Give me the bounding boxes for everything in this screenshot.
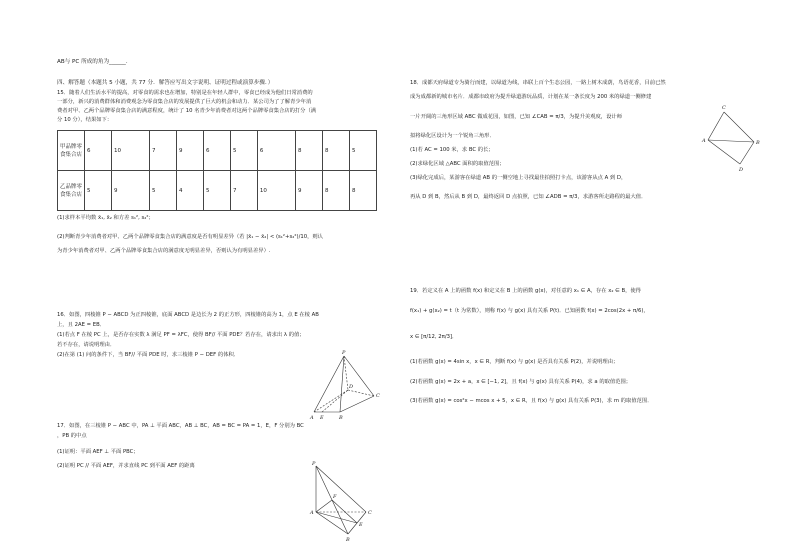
q17-line-3: (1)证明：平面 AEF ⊥ 平面 PBC； (57, 449, 139, 455)
table-cell: 5 (349, 131, 376, 171)
q15-part-1: (1)求样本平均数 x̄₁, x̄₂ 和方差 s₁², s₂²； (57, 215, 154, 221)
q18-line-3: 一片开阔的三角形区域 ABC 做成花园，如图，已知 ∠CAB = π/3，为提升美观度，设计师 (410, 114, 622, 120)
q15-part-2-line-1: (2)判断青少年消费者对甲、乙两个品牌零食集合店的满意度是否有明显差异（若 |x̄₁ − x̄₂| < (s₁²+s₂²)/10，则认 (57, 234, 323, 240)
q17-line-1: 17．如图，在三棱锥 P − ABC 中，PA ⊥ 平面 ABC，AB ⊥ BC，AB = BC = PA = 1，E，F 分别为 BC (57, 423, 304, 429)
q18-line-1: 18．成都天府绿道专为骑行而建，以绿道为线，串联上百个生态公园，一路上树木成荫，鸟语花香，目前已然 (410, 80, 666, 86)
label-b: B (339, 415, 343, 421)
label-c: C (376, 393, 380, 399)
table-cell: 10 (111, 131, 149, 171)
q19-line-3: x ∈ [π/12, 2π/3]． (410, 334, 458, 340)
table-cell: 8 (349, 171, 376, 211)
q19-line-1: 19．若定义在 A 上的函数 f(x) 和定义在 B 上的函数 g(x)，对任意的 x₁ ∈ A，存在 x₂ ∈ B，使得 (410, 288, 641, 294)
table-cell: 5 (85, 171, 112, 211)
table-cell: 7 (230, 171, 257, 211)
q18-line-7: (3)绿化完成后，某游客在绿道 AB 的一侧空地上寻找最佳拍照打卡点，该游客从点 A 到 D， (410, 175, 627, 181)
q15-line-2: 一部分，新兴的消费群体和消费观念为零食集合店的发展提供了巨大的机会和动力．某公司为了了解青少年消 (57, 99, 312, 105)
q17-line-4: (2)证明 PC // 平面 AEF，并求直线 PC 到平面 AEF 的距离 (57, 463, 195, 469)
tetrahedron-figure (312, 462, 372, 542)
q19-line-6: (3)若函数 g(x) = cos²x − mcos x + 5，x ∈ R，且 f(x) 与 g(x) 具有关系 P(3)，求 m 的取值范围． (410, 398, 653, 404)
q16-line-3: (1)若点 F 在棱 PC 上，是否存在实数 λ 满足 PF = λFC，使得 BF// 平面 PDE？若存在，请求出 λ 的值； (57, 332, 305, 338)
score-table (57, 130, 377, 211)
table-cell: 9 (111, 171, 149, 211)
q19-line-4: (1)若函数 g(x) = 4sin x，x ∈ R，判断 f(x) 与 g(x) 是否具有关系 P(2)，并说明理由； (410, 359, 619, 365)
table-cell: 9 (177, 131, 204, 171)
table-cell: 8 (322, 131, 349, 171)
table-cell: 8 (322, 171, 349, 211)
q18-line-8: 再从 D 到 B，然后从 B 到 D，最终返回 D 点拍照，已知 ∠ADB = π/3，求游客所走路程的最大值． (410, 194, 647, 200)
label-p: P (312, 461, 316, 467)
q18-line-5: (1)若 AC = 100 米，求 BC 的长； (410, 147, 494, 153)
table-cell: 9 (296, 171, 323, 211)
label-d: D (739, 167, 744, 173)
q18-line-6: (2)求绿化区域 △ABC 面积的取值范围； (410, 161, 505, 167)
table-row (58, 171, 377, 211)
table-cell: 5 (230, 131, 257, 171)
label-c: C (368, 510, 372, 516)
table-cell: 5 (150, 171, 177, 211)
row-header-brand-b: 乙品牌零食集合店 (58, 171, 85, 211)
table-row (58, 131, 377, 171)
q15-line-3: 费者对甲、乙两个品牌零食集合店的满意程度，统计了 10 名青少年消费者对这两个品牌零食集合店的打分（满 (57, 108, 317, 114)
table-cell: 4 (177, 171, 204, 211)
q19-line-5: (2)若函数 g(x) = 2x + a，x ∈ [−1, 2]，且 f(x) 与 g(x) 具有关系 P(4)，求 a 的取值范围； (410, 379, 632, 385)
table-cell: 5 (203, 171, 230, 211)
q15-line-4: 分 10 分），结果如下： (57, 117, 113, 123)
label-e: E (359, 522, 363, 528)
q17-line-2: ，PB 的中点 (57, 433, 87, 439)
q16-line-5: (2)在第 (1) 问的条件下，当 BF// 平面 PDE 时，求三棱锥 P − DEF 的体积． (57, 352, 240, 358)
label-b: B (756, 140, 760, 146)
label-a: A (310, 415, 314, 421)
q18-line-2: 成为成都新的城市名片．成都市政府为提升绿道游玩品质，计划在某一条长度为 200 米的绿道一侧修建 (410, 94, 652, 100)
q16-line-2: 上，且 2AE = EB． (57, 322, 105, 328)
table-cell: 6 (85, 131, 112, 171)
table-cell: 6 (257, 131, 295, 171)
q16-line-1: 16．如图，四棱锥 P − ABCD 为正四棱锥，底面 ABCD 是边长为 2 的正方形，四棱锥的高为 1，点 E 在棱 AB (57, 312, 319, 318)
table-cell: 7 (150, 131, 177, 171)
pyramid-figure (310, 350, 390, 422)
previous-question-tail: AB与 PC 所成的角为______. (57, 59, 128, 65)
q15-line-1: 15．随着人们生活水平的提高，对零食的需求也在增加，特别是在年轻人群中，零食已经成为他们日常消费的 (57, 90, 313, 96)
label-b: B (346, 537, 350, 543)
q15-part-2-line-2: 为青少年消费者对甲、乙两个品牌零食集合店的满意度无明显差异，否则认为有明显差异）. (57, 248, 271, 254)
table-cell: 10 (257, 171, 295, 211)
q19-line-2: f(x₁) + g(x₂) = t（t 为常数），则称 f(x) 与 g(x) 具有关系 P(t)．已知函数 f(x) = 2cos(2x + π/6)， (410, 308, 649, 314)
label-a: A (702, 138, 706, 144)
label-c: C (722, 105, 726, 111)
label-p: P (342, 350, 346, 356)
table-cell: 8 (296, 131, 323, 171)
label-f: F (333, 494, 337, 500)
row-header-brand-a: 甲品牌零食集合店 (58, 131, 85, 171)
label-e: E (320, 415, 324, 421)
section-header: 四、解答题（本题共 5 小题，共 77 分．解答应写出文字说明、证明过程或演算步骤．） (57, 80, 274, 86)
table-cell: 6 (203, 131, 230, 171)
q16-line-4: 若不存在，请说明理由． (57, 342, 116, 348)
q18-line-4: 拟将绿化区设计为一个锐角三角形． (410, 133, 495, 139)
label-a: A (310, 510, 314, 516)
triangle-figure (702, 104, 760, 172)
label-d: D (349, 384, 354, 390)
